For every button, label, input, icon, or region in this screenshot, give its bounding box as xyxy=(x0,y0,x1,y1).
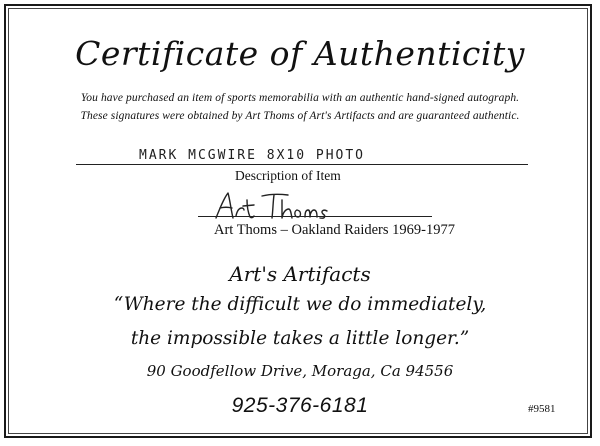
signature-line xyxy=(198,216,432,217)
intro-line-2: These signatures were obtained by Art Thoms of Art's Artifacts and are guaranteed authentic. xyxy=(80,110,520,122)
certificate-title: Certificate of Authenticity xyxy=(75,34,525,73)
phone-number: 925-376-6181 xyxy=(231,394,369,417)
brand-name: Art's Artifacts xyxy=(229,262,371,286)
item-description-label: Description of Item xyxy=(235,168,341,183)
signer-label: Art Thoms – Oakland Raiders 1969-1977 xyxy=(214,222,455,238)
business-address: 90 Goodfellow Drive, Moraga, Ca 94556 xyxy=(146,362,454,380)
item-description-line xyxy=(76,164,528,165)
item-description-handwritten: MARK MCGWIRE 8X10 PHOTO xyxy=(139,148,366,163)
motto-line-2: the impossible takes a little longer.” xyxy=(130,328,470,349)
intro-line-1: You have purchased an item of sports memorabilia with an authentic hand-signed autograph. xyxy=(80,92,520,104)
motto-line-1: “Where the difficult we do immediately, xyxy=(113,294,487,315)
serial-number: #9581 xyxy=(528,403,556,415)
art-thoms-signature xyxy=(212,190,352,226)
